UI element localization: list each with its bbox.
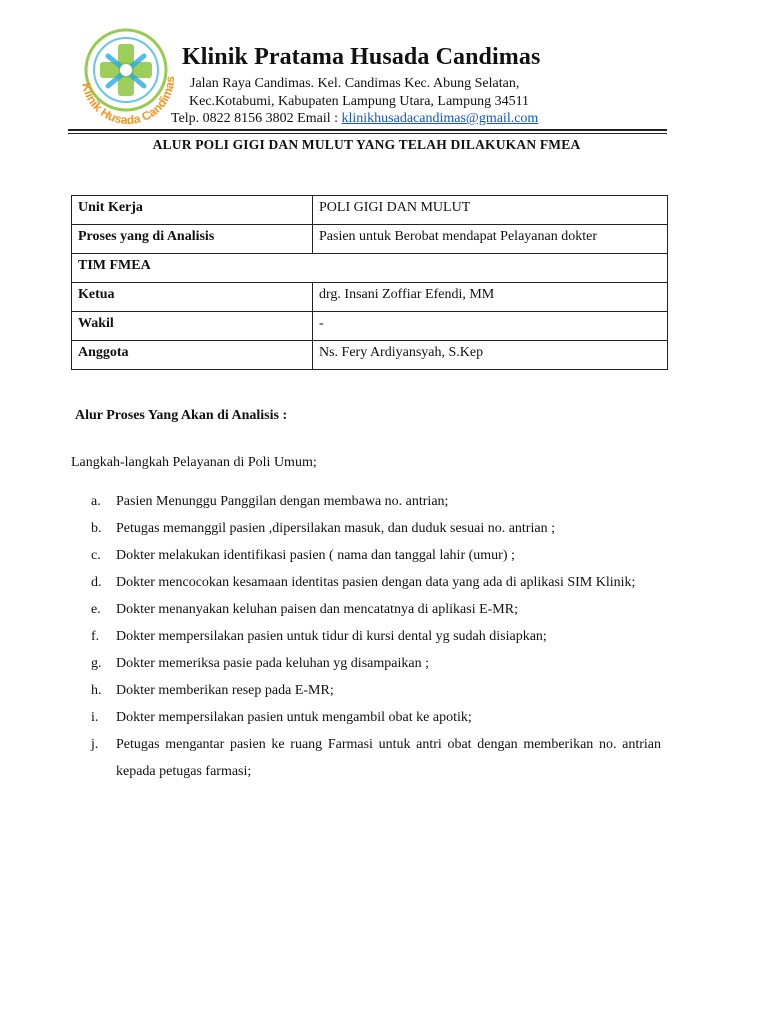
contact-line: [171, 111, 538, 127]
list-item-text: Dokter memberikan resep pada E-MR;: [116, 683, 334, 698]
table-row: [72, 225, 668, 254]
list-marker: j.: [91, 737, 99, 752]
list-item-text: Dokter mempersilakan pasien untuk tidur di kursi dental yg sudah disiapkan;: [116, 629, 547, 644]
list-marker: d.: [91, 575, 102, 590]
ketua-label: Ketua: [72, 283, 313, 312]
list-item-text: Dokter memeriksa pasie pada keluhan yg disampaikan ;: [116, 656, 429, 671]
clinic-name: Klinik Pratama Husada Candimas: [182, 44, 541, 70]
unit-value: POLI GIGI DAN MULUT: [313, 196, 668, 225]
list-marker: h.: [91, 683, 102, 698]
tim-fmea-label: TIM FMEA: [72, 254, 668, 283]
wakil-label: Wakil: [72, 312, 313, 341]
proses-value: Pasien untuk Berobat mendapat Pelayanan dokter: [313, 225, 668, 254]
clinic-logo: [64, 26, 184, 136]
list-item: [71, 542, 661, 569]
anggota-value: Ns. Fery Ardiyansyah, S.Kep: [313, 341, 668, 370]
header-rule: [68, 129, 667, 131]
table-row: [72, 283, 668, 312]
list-item: [71, 488, 661, 515]
wakil-value: -: [313, 312, 668, 341]
list-item-text: Petugas memanggil pasien ,dipersilakan masuk, dan duduk sesuai no. antrian ;: [116, 521, 555, 536]
list-marker: f.: [91, 629, 100, 644]
steps-list: [71, 488, 661, 785]
table-row: [72, 254, 668, 283]
list-marker: g.: [91, 656, 102, 671]
list-item-text: Dokter mempersilakan pasien untuk mengambil obat ke apotik;: [116, 710, 472, 725]
table-row: [72, 312, 668, 341]
list-item-text: Dokter mencocokan kesamaan identitas pasien dengan data yang ada di aplikasi SIM Klinik;: [116, 575, 636, 590]
address-line-1: Jalan Raya Candimas. Kel. Candimas Kec. Abung Selatan,: [190, 76, 520, 91]
list-item: [71, 704, 661, 731]
svg-text:Klinik Husada Candimas: Klinik Husada Candimas: [79, 75, 178, 128]
list-marker: e.: [91, 602, 101, 617]
header-rule-thin: [68, 133, 667, 134]
list-item-text: Dokter melakukan identifikasi pasien ( nama dan tanggal lahir (umur) ;: [116, 548, 515, 563]
table-row: [72, 341, 668, 370]
phone-text: Telp. 0822 8156 3802 Email :: [171, 111, 342, 126]
list-item: [71, 515, 661, 542]
list-item-text: Dokter menanyakan keluhan paisen dan mencatatnya di aplikasi E-MR;: [116, 602, 518, 617]
intro-text: Langkah-langkah Pelayanan di Poli Umum;: [71, 455, 317, 470]
list-marker: i.: [91, 710, 99, 725]
proses-label: Proses yang di Analisis: [72, 225, 313, 254]
list-item-text: Pasien Menunggu Panggilan dengan membawa no. antrian;: [116, 494, 449, 509]
list-item: [71, 650, 661, 677]
ketua-value: drg. Insani Zoffiar Efendi, MM: [313, 283, 668, 312]
list-item: [71, 569, 661, 596]
alur-heading: Alur Proses Yang Akan di Analisis :: [75, 408, 288, 423]
address-line-2: Kec.Kotabumi, Kabupaten Lampung Utara, Lampung 34511: [189, 94, 530, 109]
fmea-table: [71, 195, 668, 370]
document-title: ALUR POLI GIGI DAN MULUT YANG TELAH DILAKUKAN FMEA: [152, 137, 581, 152]
list-item: [71, 731, 661, 785]
list-item: [71, 677, 661, 704]
email-link[interactable]: klinikhusadacandimas@gmail.com: [341, 111, 539, 126]
list-item: [71, 596, 661, 623]
list-item: [71, 623, 661, 650]
anggota-label: Anggota: [72, 341, 313, 370]
list-marker: b.: [91, 521, 102, 536]
list-marker: a.: [91, 494, 101, 509]
list-item-text: Petugas mengantar pasien ke ruang Farmasi untuk antri obat dengan memberikan no. antrian kepada petugas farmasi;: [116, 737, 661, 779]
list-marker: c.: [91, 548, 101, 563]
unit-label: Unit Kerja: [72, 196, 313, 225]
table-row: [72, 196, 668, 225]
